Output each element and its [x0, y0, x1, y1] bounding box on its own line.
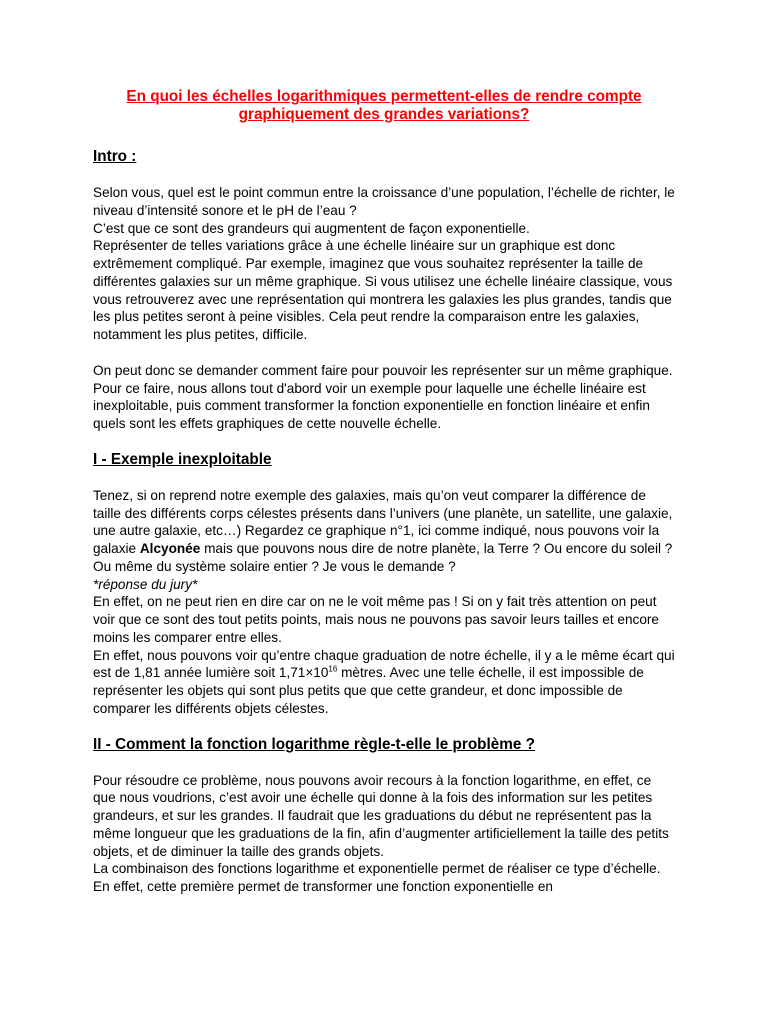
- section1-p3-text-a: En effet, nous pouvons voir qu’entre chaque graduation de notre échelle, il y a le même écart qui est de 1,81 année lumière soit 1,71×10: [93, 647, 675, 681]
- section1-paragraph-1: [93, 487, 675, 576]
- galaxy-name: Alcyonée: [139, 541, 201, 556]
- jury-note-text: *réponse du jury*: [93, 576, 198, 592]
- section1-p1-text-b: mais que pouvons nous dire de notre planète, la Terre ? Ou encore du soleil ? Ou même du système solaire entier ? Je vous le demande ?: [93, 541, 673, 574]
- intro-paragraph-1: Selon vous, quel est le point commun entre la croissance d’une population, l’échelle de richter, le niveau d’intensité sonore et le pH de l’eau ?: [93, 185, 675, 218]
- intro-heading: Intro :: [93, 148, 137, 165]
- section2-heading: II - Comment la fonction logarithme règle-t-elle le problème ?: [93, 735, 535, 753]
- intro-paragraph-5: Pour ce faire, nous allons tout d'abord voir un exemple pour laquelle une échelle linéaire est inexploitable, puis comment transformer la fonction exponentielle en fonction linéaire et enfin quels sont les effets graphiques de cette nouvelle échelle.: [93, 380, 650, 431]
- section1-p1-text-a: Tenez, si on reprend notre exemple des galaxies, mais qu’on veut comparer la différence de taille des différents corps célestes présents dans l’univers (une planète, un satellite, une galaxie, une autre galaxie, etc…) Regardez ce graphique n°1, ici comme indiqué, nous pouvons voir la galaxie: [93, 487, 673, 556]
- section1-heading: I - Exemple inexploitable: [93, 450, 272, 468]
- intro-paragraph-3: Représenter de telles variations grâce à une échelle linéaire sur un graphique est donc extrêmement compliqué. Par exemple, imaginez que vous souhaitez représenter la taille de différentes galaxies sur un même graphique. Si vous utilisez une échelle linéaire classique, vous vous retrouverez avec une représentation qui montrera les galaxies les plus grandes, tandis que les plus petites seront à peine visibles. Cela peut rendre la comparaison entre les galaxies, notamment les plus petites, difficile.: [93, 238, 673, 342]
- intro-block-2: [93, 362, 675, 433]
- section1-block: [93, 487, 675, 718]
- intro-block-1: [93, 184, 675, 344]
- section2-block: [93, 772, 675, 896]
- intro-paragraph-4: On peut donc se demander comment faire pour pouvoir les représenter sur un même graphique.: [93, 362, 673, 378]
- section1-p3-text-b: mètres. Avec une telle échelle, il est impossible de représenter les objets qui sont plus petits que que cette grandeur, et donc impossible de comparer les différents objets célestes.: [93, 665, 644, 716]
- section1-paragraph-2: En effet, on ne peut rien en dire car on ne le voit même pas ! Si on y fait très attention on peut voir que ce sont des tout petits points, mais nous ne pouvons pas savoir leurs tailles et encore moins les comparer entre elles.: [93, 594, 659, 645]
- document-title: En quoi les échelles logarithmiques permettent-elles de rendre compte graphiquement des grandes variations?: [126, 88, 642, 123]
- section1-paragraph-3: [93, 647, 675, 718]
- exponent: 16: [328, 664, 338, 674]
- section2-paragraph-2: La combinaison des fonctions logarithme et exponentielle permet de réaliser ce type d’échelle. En effet, cette première permet de transformer une fonction exponentielle en: [93, 861, 661, 894]
- intro-paragraph-2: C’est que ce sont des grandeurs qui augmentent de façon exponentielle.: [93, 220, 530, 236]
- section2-paragraph-1: Pour résoudre ce problème, nous pouvons avoir recours à la fonction logarithme, en effet, ce que nous voudrions, c’est avoir une échelle qui donne à la fois des information sur les petites grandeurs, et sur les grandes. Il faudrait que les graduations du début ne représentent pas la même longueur que les graduations de la fin, afin d’augmenter artificiellement la taille des petits objets, et de diminuer la taille des grands objets.: [93, 772, 669, 859]
- jury-note: [93, 576, 675, 594]
